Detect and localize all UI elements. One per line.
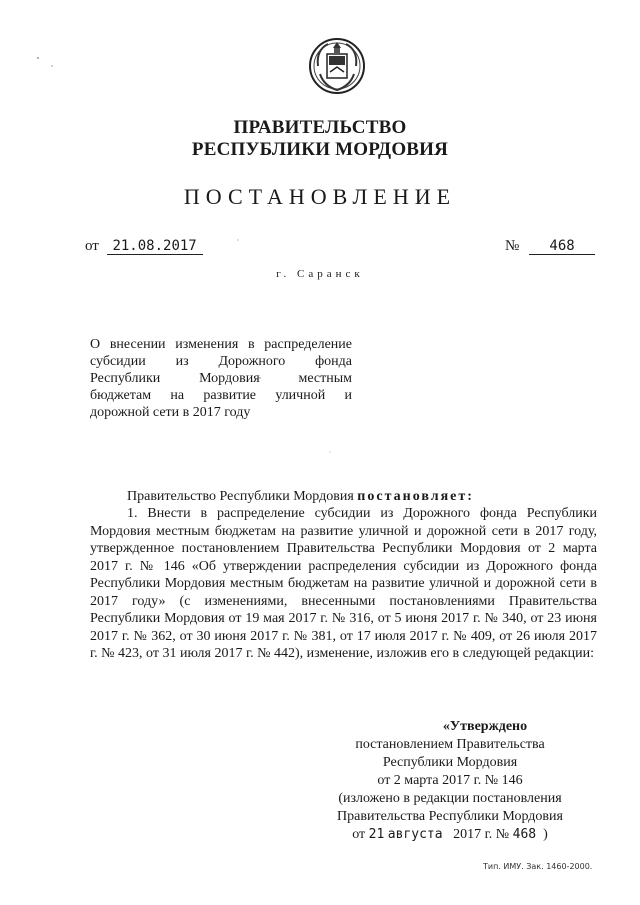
number-field [505,238,595,255]
approval-heading: «Утверждено [442,719,528,734]
coat-of-arms-mordovia-icon [308,36,366,96]
subject-line: субсидии из Дорожного фонда [90,354,352,369]
approval-date-prefix: от [352,827,366,842]
subject-line: О внесении изменения в распределение [90,337,352,352]
printer-mark: Тип. ИМУ. Зак. 1460-2000. [483,862,593,871]
approval-line: (изложено в редакции постановления [338,791,562,806]
approval-line: Правительства Республики Мордовия [337,809,563,824]
number-label: № [505,238,520,254]
intro-verb: постановляет: [357,489,474,504]
intro-text: Правительство Республики Мордовия [127,489,354,504]
approval-line: постановлением Правительства [355,737,545,752]
approval-close: ) [543,827,548,842]
approval-line: от 2 марта 2017 г. № 146 [377,773,523,788]
subject-line: дорожной сети в 2017 году [90,405,251,420]
subject-line: бюджетам на развитие уличной и [90,388,352,403]
approval-block [300,718,600,844]
city-name: г. Саранск [276,268,364,280]
approval-date-year: 2017 г. № [453,827,510,842]
approval-date-day: 21 [368,827,385,842]
decree-subject [90,336,352,421]
government-title-line1: ПРАВИТЕЛЬСТВО [233,117,407,138]
date-field [85,238,203,255]
document-type-title: ПОСТАНОВЛЕНИЕ [183,184,457,209]
number-value: 468 [529,239,595,255]
date-label: от [85,238,99,254]
subject-line: Республики Мордовия местным [90,371,352,386]
government-title-line2: РЕСПУБЛИКИ МОРДОВИЯ [191,139,449,160]
approval-line: Республики Мордовия [382,755,518,770]
approval-number: 468 [512,827,537,842]
intro-paragraph [90,488,597,506]
approval-date-line [300,826,600,844]
date-value: 21.08.2017 [107,239,203,255]
approval-date-month: августа [387,827,443,842]
paragraph-1: 1. Внести в распределение субсидии из Дорожного фонда Республики Мордовия местным бюджетам на развитие уличной и дорожной сети в 2017 году, утвержденное постановлением Правительства Республики Мордовия от 2 марта 2017 г. № 146 «Об утверждении распределения субсидии из Дорожного фонда Республики Мордовия местным бюджетам на развитие уличной и дорожной сети в 2017 году» (с изменениями, внесенными постановлениями Правительства Республики Мордовия от 19 мая 2017 г. № 316, от 5 июня 2017 г. № 340, от 23 июня 2017 г. № 362, от 30 июня 2017 г. № 381, от 17 июля 2017 г. № 409, от 26 июля 2017 г. № 423, от 31 июля 2017 г. № 442), изменение, изложив его в следующей редакции: [90,506,597,661]
